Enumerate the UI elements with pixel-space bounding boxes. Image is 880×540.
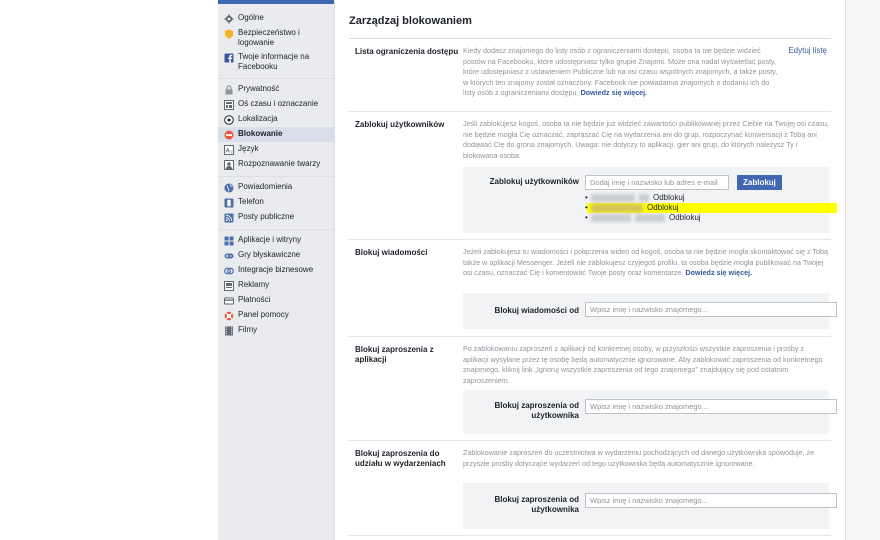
apps-icon [224,236,234,246]
sidebar-item-label: Reklamy [238,280,270,289]
sidebar-item-face-recognition[interactable] [218,157,334,172]
language-icon [224,145,234,155]
block-user-input[interactable]: Dodaj imię i nazwisko lub adres e-mail [585,175,729,190]
section-label: Zablokuj użytkowników [355,120,445,129]
learn-more-link[interactable]: Dowiedz się więcej. [685,268,753,277]
sidebar-group [218,230,334,342]
section-label: Blokuj wiadomości [355,248,428,257]
block-event-invites-input[interactable]: Wpisz imię i nazwisko znajomego... [585,493,837,508]
page-title: Zarządzaj blokowaniem [349,15,472,27]
sidebar-item-language[interactable] [218,142,334,157]
sidebar-item-notifications[interactable] [218,180,334,195]
sidebar-item-label: Prywatność [238,84,280,93]
sidebar-item-apps[interactable] [218,233,334,248]
sidebar-item-label: Integracje biznesowe [238,265,314,274]
section-label: Lista ograniczenia dostępu [355,47,459,56]
unblock-link[interactable]: Odblokuj [669,213,701,222]
film-icon [224,326,234,336]
main-panel [334,0,845,540]
right-margin [845,0,880,540]
sidebar-item-label: Filmy [238,325,258,334]
edit-list-link[interactable]: Edytuj listę [788,46,827,55]
left-margin [0,0,218,540]
section-block-event-invites [349,441,831,536]
sidebar-item-label: Aplikacje i witryny [238,235,302,244]
sidebar-item-ads[interactable] [218,278,334,293]
sidebar-item-label: Płatności [238,295,271,304]
sidebar-item-label: Język [238,144,259,153]
form-label: Zablokuj użytkowników [489,177,579,186]
form-label: Blokuj wiadomości od [494,306,579,315]
sidebar-item-general[interactable] [218,11,334,26]
sidebar-item-payments[interactable] [218,293,334,308]
redacted-name [591,214,631,222]
sidebar-item-your-info[interactable] [218,50,334,74]
sidebar-item-public-posts[interactable] [218,210,334,225]
block-messages-form [463,293,829,329]
blocked-user-row [585,193,685,203]
bullet: • [585,203,588,212]
sidebar-item-label: Twoje informacje na Facebooku [238,52,310,71]
sidebar-item-security[interactable] [218,26,334,50]
section-description: Kiedy dodasz znajomego do listy osób z ograniczeniami dostępu, osoba ta nie będzie widzieć postów na Facebooku, które udostępniasz tylko grupie Znajomi. Może ona nadal wyświetlać posty, które udostępniasz z ustawieniem Publiczne lub na osi czasu wspólnych znajomych, a także posty, w których ten znajomy został oznaczony. Facebook nie powiadamia znajomych o dodaniu ich do listy osób z ograniczeniami dostępu. Dowiedz się więcej. [463,46,778,97]
sidebar-item-instant-games[interactable] [218,248,334,263]
sidebar-item-business-integrations[interactable] [218,263,334,278]
redacted-name [635,214,665,222]
section-description: Jeśli zablokujesz kogoś, osoba ta nie będzie już widzieć zawartości publikowanej przez Ciebie na Twojej osi czasu, nie będzie mogła Cię oznaczać, zapraszać Cię na wydarzenia ani do grup, rozpoczynać konwersacji z Tobą ani dodawać Cię do grona znajomych. Uwaga: nie dotyczy to aplikacji, gier ani grup, do których należysz Ty i blokowana osoba. [463,119,829,160]
sidebar-item-label: Posty publiczne [238,212,295,221]
integrations-icon [224,266,234,276]
sidebar-item-label: Bezpieczeństwo i logowanie [238,28,300,47]
sidebar-item-timeline[interactable] [218,97,334,112]
block-button[interactable]: Zablokuj [737,175,782,190]
sidebar-item-label: Rozpoznawanie twarzy [238,159,321,168]
section-block-users [349,112,831,240]
sidebar-item-label: Panel pomocy [238,310,289,319]
block-users-form [463,167,829,233]
phone-icon [224,198,234,208]
rss-icon [224,213,234,223]
form-label: Blokuj zaproszenia od użytkownika [494,401,579,420]
sidebar-group [218,79,334,177]
gear-icon [224,14,234,24]
face-icon [224,160,234,170]
lock-icon [224,85,234,95]
section-description: Jeżeli zablokujesz tu wiadomości i połączenia wideo od kogoś, osoba ta nie będzie mogła skontaktować się z Tobą także w aplikacji Messenger. Jeżeli nie zablokujesz czyjegoś profilu, ta osoba będzie mogła publikować na Twojej osi czasu, oznaczać Cię i komentować Twoje posty oraz komentarze. Dowiedz się więcej. [463,247,829,277]
section-block-app-invites [349,337,831,441]
redacted-name [639,194,649,202]
card-icon [224,296,234,306]
sidebar-item-blocking[interactable] [218,127,334,142]
section-label: Blokuj zaproszenia do udziału w wydarzeniach [355,449,446,468]
sidebar-item-label: Oś czasu i oznaczanie [238,99,319,108]
form-label: Blokuj zaproszenia od użytkownika [494,495,579,514]
svg-text:A: A [225,148,230,155]
block-messages-input[interactable]: Wpisz imię i nazwisko znajomego... [585,302,837,317]
sidebar-item-phone[interactable] [218,195,334,210]
block-event-invites-form [463,483,829,529]
block-app-invites-input[interactable]: Wpisz imię i nazwisko znajomego... [585,399,837,414]
section-restricted-list [349,39,831,112]
redacted-name [591,204,643,212]
sidebar-group [218,8,334,79]
sidebar-item-label: Lokalizacja [238,114,278,123]
learn-more-link[interactable]: Dowiedz się więcej. [580,88,648,97]
block-icon [224,130,234,140]
sidebar-item-label: Ogólne [238,13,264,22]
bullet: • [585,193,588,202]
sidebar-item-support-inbox[interactable] [218,308,334,323]
svg-text:字: 字 [229,149,234,155]
unblock-link[interactable]: Odblokuj [647,203,679,212]
section-description: Zablokowanie zaproszeń do uczestnictwa w wydarzeniu pochodzących od danego użytkownika spowoduje, że przyszłe prośby dotyczące wydarzeń od tego użytkownika będą automatycznie ignorowane. [463,448,815,468]
blocked-user-row [585,203,679,213]
unblock-link[interactable]: Odblokuj [653,193,685,202]
section-label: Blokuj zaproszenia z aplikacji [355,345,434,364]
sidebar-item-location[interactable] [218,112,334,127]
globe-icon [224,183,234,193]
sidebar-item-label: Powiadomienia [238,182,293,191]
redacted-name [591,194,635,202]
shield-icon [224,29,234,39]
ads-icon [224,281,234,291]
sidebar-item-label: Telefon [238,197,264,206]
block-app-invites-form [463,390,829,434]
sidebar-item-videos[interactable] [218,323,334,338]
location-icon [224,115,234,125]
blocked-user-row [585,213,701,223]
sidebar-item-label: Gry błyskawiczne [238,250,301,259]
lifebuoy-icon [224,311,234,321]
settings-sidebar [218,8,334,342]
bullet: • [585,213,588,222]
sidebar-item-label: Blokowanie [238,129,283,138]
sidebar-group [218,177,334,230]
section-description: Po zablokowaniu zaproszeń z aplikacji od konkretnej osoby, w przyszłości wszystkie zaproszenia i prośby z aplikacji wysyłane przez tę osobę będą automatycznie ignorowane. Aby zablokować zaproszenia od konkretnego znajomego, kliknij link „Ignoruj wszystkie zaproszenia od tego znajomego” znajdujący się pod ostatnim zaproszeniem. [463,344,823,385]
gamepad-icon [224,251,234,261]
sidebar-item-privacy[interactable] [218,82,334,97]
section-block-messages [349,240,831,337]
facebook-icon [224,53,234,63]
timeline-icon [224,100,234,110]
